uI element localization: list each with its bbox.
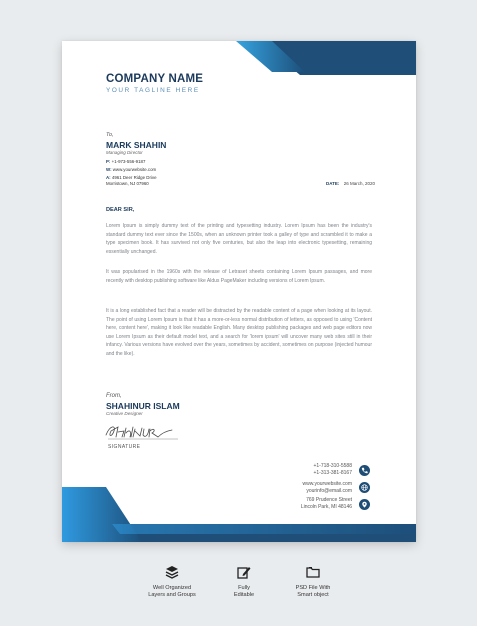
feature-editable: [204, 565, 284, 599]
date-value: 26 March, 2020: [343, 181, 375, 186]
footer-address: [301, 497, 352, 512]
from-label: From,: [106, 393, 122, 399]
edit-icon: [237, 565, 251, 579]
feature-editable-line-1: Fully: [238, 585, 250, 591]
bottom-stripe-gradient: [112, 524, 416, 534]
feature-layers-line-2: Layers and Groups: [148, 592, 196, 598]
feature-psd-line-2: Smart object: [297, 592, 329, 598]
recipient-address-line-2: Morristown, NJ 07960: [106, 181, 149, 186]
feature-psd-line-1: PSD File With: [295, 585, 331, 591]
recipient-phone: [106, 159, 145, 164]
recipient-title: Managing Director: [106, 150, 143, 155]
body-paragraph-1: Lorem Ipsum is simply dummy text of the printing and typesetting industry. Lorem Ipsum has been the industry's standard dummy text ever since the 1500s, when an unknown printer took a galley of type and scrambled it to make a type specimen book. It has survived not only five centuries, but also the leap into electronic typesetting, remaining essentially unchanged.: [106, 223, 372, 255]
signature-label: SIGNATURE: [108, 444, 141, 450]
company-tagline: YOUR TAGLINE HERE: [106, 87, 200, 94]
footer-website: www.yourwebsite.com: [302, 481, 352, 487]
address-prefix: A:: [106, 175, 111, 180]
phone-prefix: P:: [106, 159, 111, 164]
body-paragraph-2: It was popularised in the 1960s with the release of Letraset sheets containing Lorem Ipsum passages, and more recently with desktop publishing software like Aldus PageMaker including versions of Lorem Ipsum.: [106, 269, 372, 284]
footer-email: yourinfo@email.com: [306, 488, 352, 495]
footer-phone-1: +1-718-310-5588: [313, 463, 352, 469]
body-paragraph-3: It is a long established fact that a reader will be distracted by the readable content of a page when looking at its layout. The point of using Lorem Ipsum is that it has a more-or-less normal distribution of letters, as opposed to using 'Content here, content here', making it look like readable English. Many desktop publishing packages and web page editors now use Lorem Ipsum as their default model text, and a search for 'lorem ipsum' will uncover many web sites still in their infancy. Various versions have evolved over the years, sometimes by accident, sometimes on purpose (injected humour and the like).: [106, 308, 372, 357]
sender-name: SHAHINUR ISLAM: [106, 401, 180, 411]
feature-editable-line-2: Editable: [233, 592, 255, 598]
footer-phones: [313, 463, 352, 478]
web-prefix: W:: [106, 167, 112, 172]
footer-address-2: Lincoln Park, MI 48146: [300, 504, 352, 511]
feature-layers-line-1: Well Organized: [152, 585, 192, 591]
letterhead-page: [62, 41, 416, 542]
footer-address-1: 769 Prudence Street: [306, 497, 352, 503]
recipient-website: [106, 167, 156, 172]
phone-icon: [359, 465, 370, 476]
signature-image: [102, 419, 182, 443]
date-label: DATE:: [326, 181, 340, 186]
location-pin-icon: [359, 499, 370, 510]
footer-web: [303, 481, 352, 496]
letter-date: [326, 181, 375, 186]
address-line-1: 4961 Deer Ridge Drive: [111, 175, 157, 180]
footer-phone-2: +1-313-381-8167: [313, 470, 352, 477]
recipient-address: [106, 175, 157, 180]
web-value: www.yourwebsite.com: [112, 167, 157, 172]
feature-psd: [273, 565, 353, 599]
company-name: COMPANY NAME: [106, 73, 204, 85]
sender-title: Creative Designer: [106, 411, 143, 416]
feature-layers: [132, 565, 212, 599]
recipient-name: MARK SHAHIN: [106, 140, 167, 150]
layers-icon: [165, 565, 179, 579]
globe-icon: [359, 482, 370, 493]
to-label: To,: [106, 132, 114, 138]
folder-icon: [306, 565, 320, 579]
salutation: DEAR SIR,: [106, 207, 135, 213]
phone-value: +1-973-556-9187: [111, 159, 146, 164]
